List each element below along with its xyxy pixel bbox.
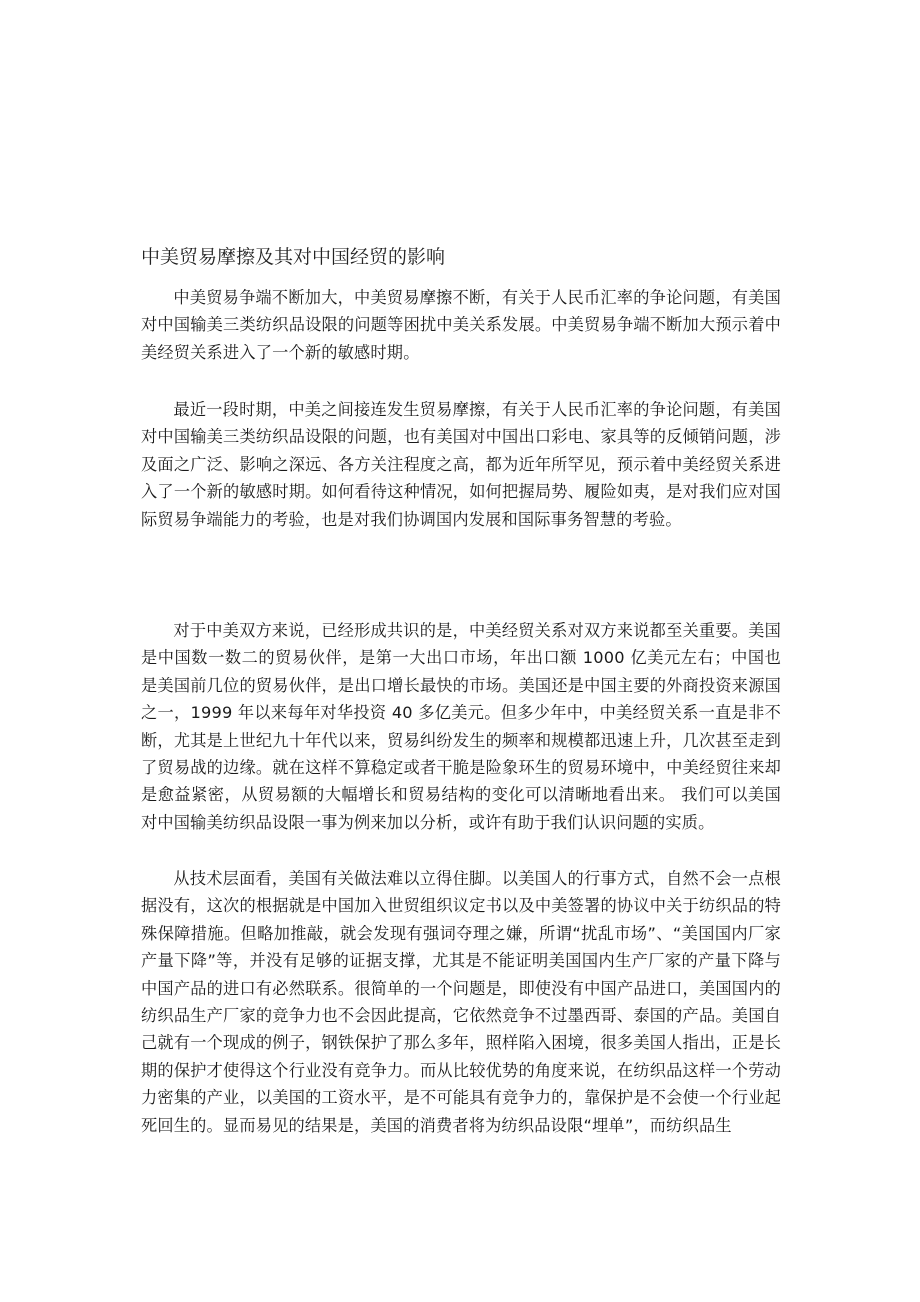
document-page	[141, 0, 781, 1302]
paragraph-3: 对于中美双方来说，已经形成共识的是，中美经贸关系对双方来说都至关重要。美国是中国数一数二的贸易伙伴，是第一大出口市场，年出口额 1000 亿美元左右；中国也是美国前几位的贸易伙伴，是出口增长最快的市场。美国还是中国主要的外商投资来源国之一，1999 年以来每年对华投资 40 多亿美元。但多少年中，中美经贸关系一直是非不断，尤其是上世纪九十年代以来，贸易纠纷发生的频率和规模都迅速上升，几次甚至走到了贸易战的边缘。就在这样不算稳定或者干脆是险象环生的贸易环境中，中美经贸往来却是愈益紧密，从贸易额的大幅增长和贸易结构的变化可以清晰地看出来。 我们可以美国对中国输美纺织品设限一事为例来加以分析，或许有助于我们认识问题的实质。	[141, 621, 781, 832]
paragraph-4: 从技术层面看，美国有关做法难以立得住脚。以美国人的行事方式，自然不会一点根据没有，这次的根据就是中国加入世贸组织议定书以及中美签署的协议中关于纺织品的特殊保障措施。但略加推敲，就会发现有强词夺理之嫌，所谓“扰乱市场”、“美国国内厂家产量下降”等，并没有足够的证据支撑，尤其是不能证明美国国内生产厂家的产量下降与中国产品的进口有必然联系。很简单的一个问题是，即使没有中国产品进口，美国国内的纺织品生产厂家的竞争力也不会因此提高，它依然竞争不过墨西哥、泰国的产品。美国自己就有一个现成的例子，钢铁保护了那么多年，照样陷入困境，很多美国人指出，正是长期的保护才使得这个行业没有竞争力。而从比较优势的角度来说，在纺织品这样一个劳动力密集的产业，以美国的工资水平，是不可能具有竞争力的，靠保护是不会使一个行业起死回生的。显而易见的结果是，美国的消费者将为纺织品设限“埋单”，而纺织品生	[141, 869, 781, 1135]
paragraph-1: 中美贸易争端不断加大，中美贸易摩擦不断，有关于人民币汇率的争论问题，有美国对中国输美三类纺织品设限的问题等困扰中美关系发展。中美贸易争端不断加大预示着中美经贸关系进入了一个新的敏感时期。	[141, 288, 781, 362]
document-title: 中美贸易摩擦及其对中国经贸的影响	[141, 246, 446, 268]
paragraph-2: 最近一段时期，中美之间接连发生贸易摩擦，有关于人民币汇率的争论问题，有美国对中国输美三类纺织品设限的问题，也有美国对中国出口彩电、家具等的反倾销问题，涉及面之广泛、影响之深远、各方关注程度之高，都为近年所罕见，预示着中美经贸关系进入了一个新的敏感时期。如何看待这种情况，如何把握局势、履险如夷，是对我们应对国际贸易争端能力的考验，也是对我们协调国内发展和国际事务智慧的考验。	[141, 400, 781, 529]
